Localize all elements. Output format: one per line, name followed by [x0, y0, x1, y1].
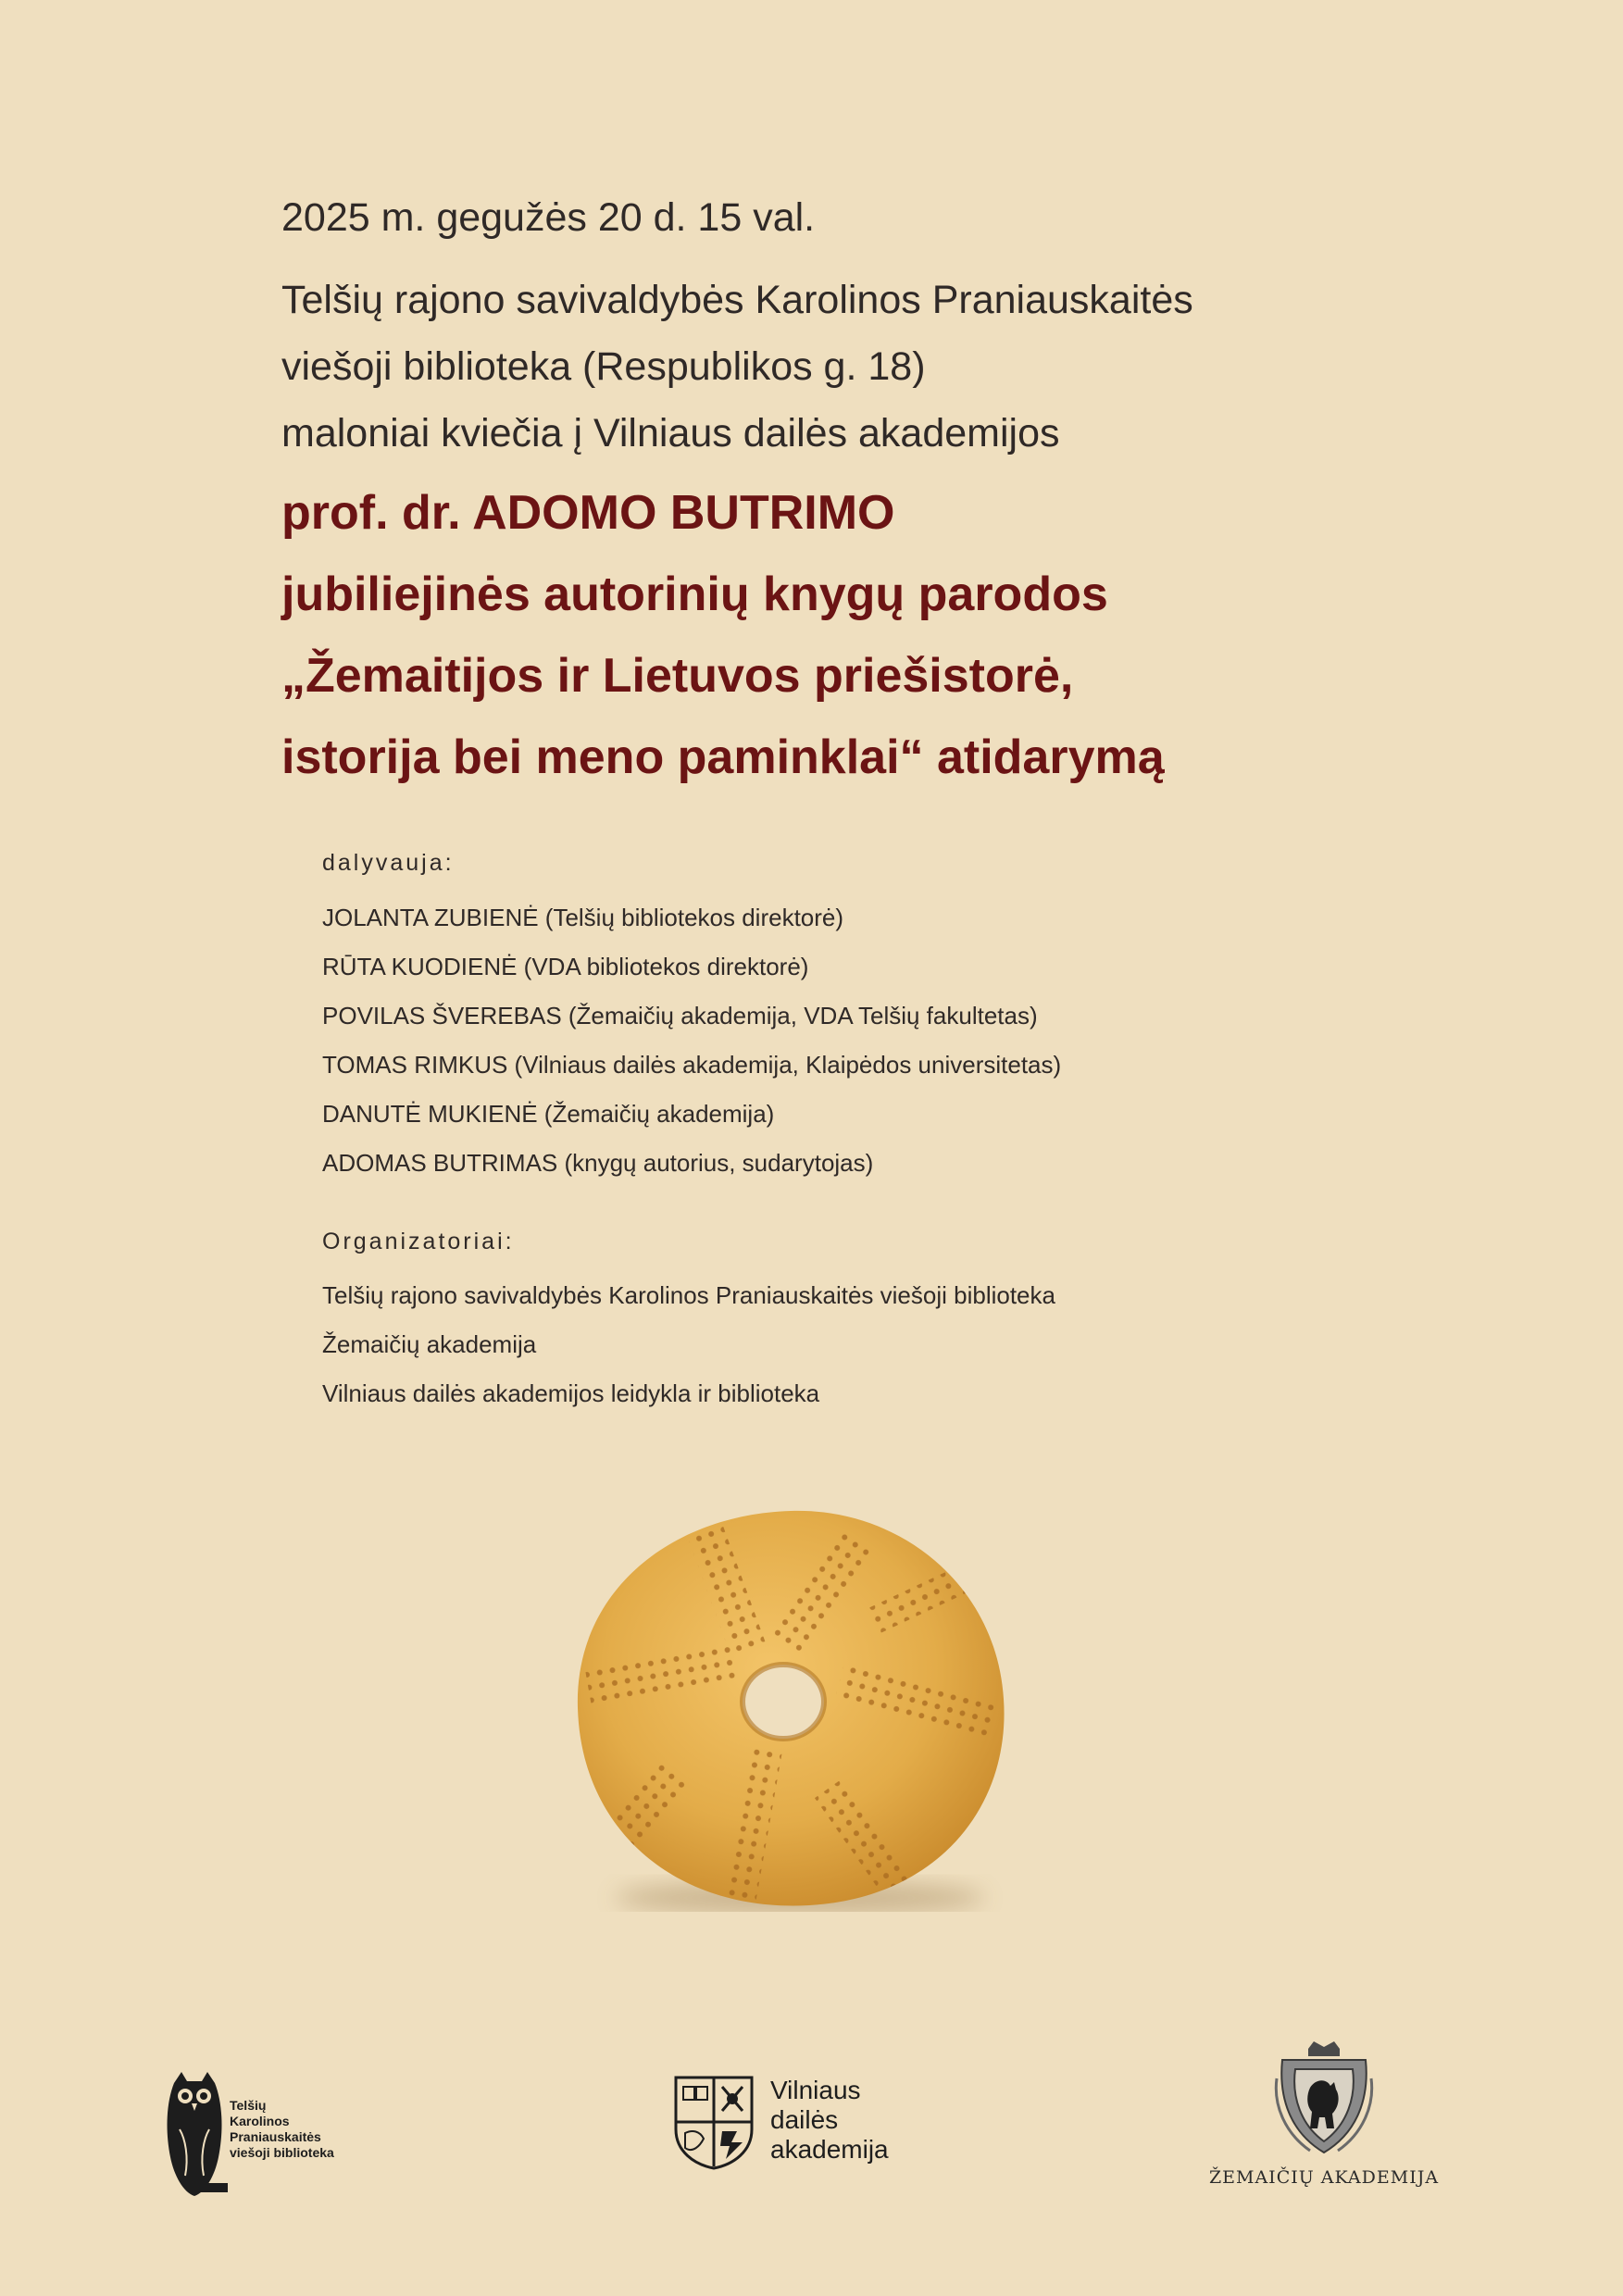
organizers-list: [322, 1271, 1055, 1418]
title-line: prof. dr. ADOMO BUTRIMO: [281, 486, 895, 540]
participant-item: POVILAS ŠVEREBAS (Žemaičių akademija, VDA Telšių fakultetas): [322, 1002, 1038, 1029]
zemaiciu-akademija-logo: [1204, 2041, 1444, 2199]
intro-line: maloniai kviečia į Vilniaus dailės akademijos: [281, 411, 1060, 455]
participants-label: dalyvauja:: [322, 850, 455, 876]
participant-item: ADOMAS BUTRIMAS (knygų autorius, sudarytojas): [322, 1149, 874, 1177]
amber-disc-artifact: [568, 1500, 1013, 1912]
owl-icon: [157, 2065, 231, 2203]
intro-line: viešoji biblioteka (Respublikos g. 18): [281, 344, 926, 389]
zemaiciu-akademija-text: ŽEMAIČIŲ AKADEMIJA: [1208, 2167, 1440, 2188]
organizer-item: Telšių rajono savivaldybės Karolinos Praniauskaitės viešoji biblioteka: [322, 1281, 1055, 1309]
title-line: jubiliejinės autorinių knygų parodos: [281, 568, 1108, 621]
event-intro: [281, 267, 1193, 467]
event-datetime: 2025 m. gegužės 20 d. 15 val.: [281, 195, 816, 240]
intro-line: Telšių rajono savivaldybės Karolinos Praniauskaitės: [281, 278, 1193, 322]
organizer-item: Vilniaus dailės akademijos leidykla ir biblioteka: [322, 1379, 820, 1407]
coat-of-arms-icon: [672, 2074, 755, 2170]
library-logo-text: Telšių Karolinos Praniauskaitės viešoji biblioteka: [230, 2098, 334, 2160]
title-line: „Žemaitijos ir Lietuvos priešistorė,: [281, 649, 1074, 703]
participant-item: RŪTA KUODIENĖ (VDA bibliotekos direktorė): [322, 953, 809, 980]
title-line: istorija bei meno paminklai“ atidarymą: [281, 730, 1165, 784]
vda-logo-text: Vilniaus dailės akademija: [770, 2076, 889, 2164]
participant-item: TOMAS RIMKUS (Vilniaus dailės akademija, Klaipėdos universitetas): [322, 1051, 1062, 1079]
participant-item: JOLANTA ZUBIENĖ (Telšių bibliotekos direktorė): [322, 904, 844, 931]
library-logo: [157, 2065, 370, 2203]
vda-logo: [672, 2074, 922, 2176]
participant-item: DANUTĖ MUKIENĖ (Žemaičių akademija): [322, 1100, 775, 1128]
organizers-label: Organizatoriai:: [322, 1229, 515, 1254]
event-title: [281, 472, 1165, 798]
bear-crest-icon: [1273, 2041, 1375, 2158]
organizer-item: Žemaičių akademija: [322, 1330, 537, 1358]
participants-list: [322, 893, 1061, 1188]
